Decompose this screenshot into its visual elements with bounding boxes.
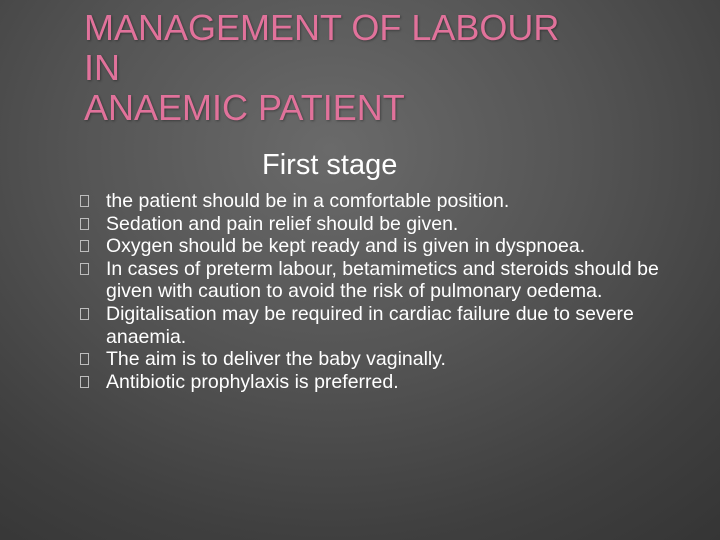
missing-glyph-bullet-icon [80,195,89,207]
bullet-item-6 [0,348,700,371]
slide-title-line-3: ANAEMIC PATIENT [84,87,405,128]
bullet-item-1 [0,190,700,213]
missing-glyph-bullet-icon [80,353,89,365]
bullet-text: Antibiotic prophylaxis is preferred. [106,370,399,393]
bullet-item-4 [0,258,700,303]
bullet-text: Oxygen should be kept ready and is given in dyspnoea. [106,235,586,258]
missing-glyph-bullet-icon [80,308,89,320]
missing-glyph-bullet-icon [80,263,89,275]
missing-glyph-bullet-icon [80,218,89,230]
bullet-text: Sedation and pain relief should be given. [106,212,459,235]
bullet-text: The aim is to deliver the baby vaginally. [106,348,446,371]
slide-title [84,8,684,128]
missing-glyph-bullet-icon [80,376,89,388]
slide-title-line-2: IN [84,47,120,88]
bullet-text: In cases of preterm labour, betamimetics and steroids should be given with caution to avoid the risk of pulmonary oedema. [106,257,659,303]
bullet-list [0,190,700,393]
bullet-text: the patient should be in a comfortable position. [106,190,510,212]
slide-title-line-1: MANAGEMENT OF LABOUR [84,7,560,48]
slide-subtitle: First stage [262,149,398,181]
missing-glyph-bullet-icon [80,240,89,252]
bullet-item-2 [0,213,700,236]
bullet-text: Digitalisation may be required in cardiac failure due to severe anaemia. [106,302,634,348]
bullet-item-7 [0,371,700,394]
bullet-item-5 [0,303,700,348]
bullet-item-3 [0,235,700,258]
